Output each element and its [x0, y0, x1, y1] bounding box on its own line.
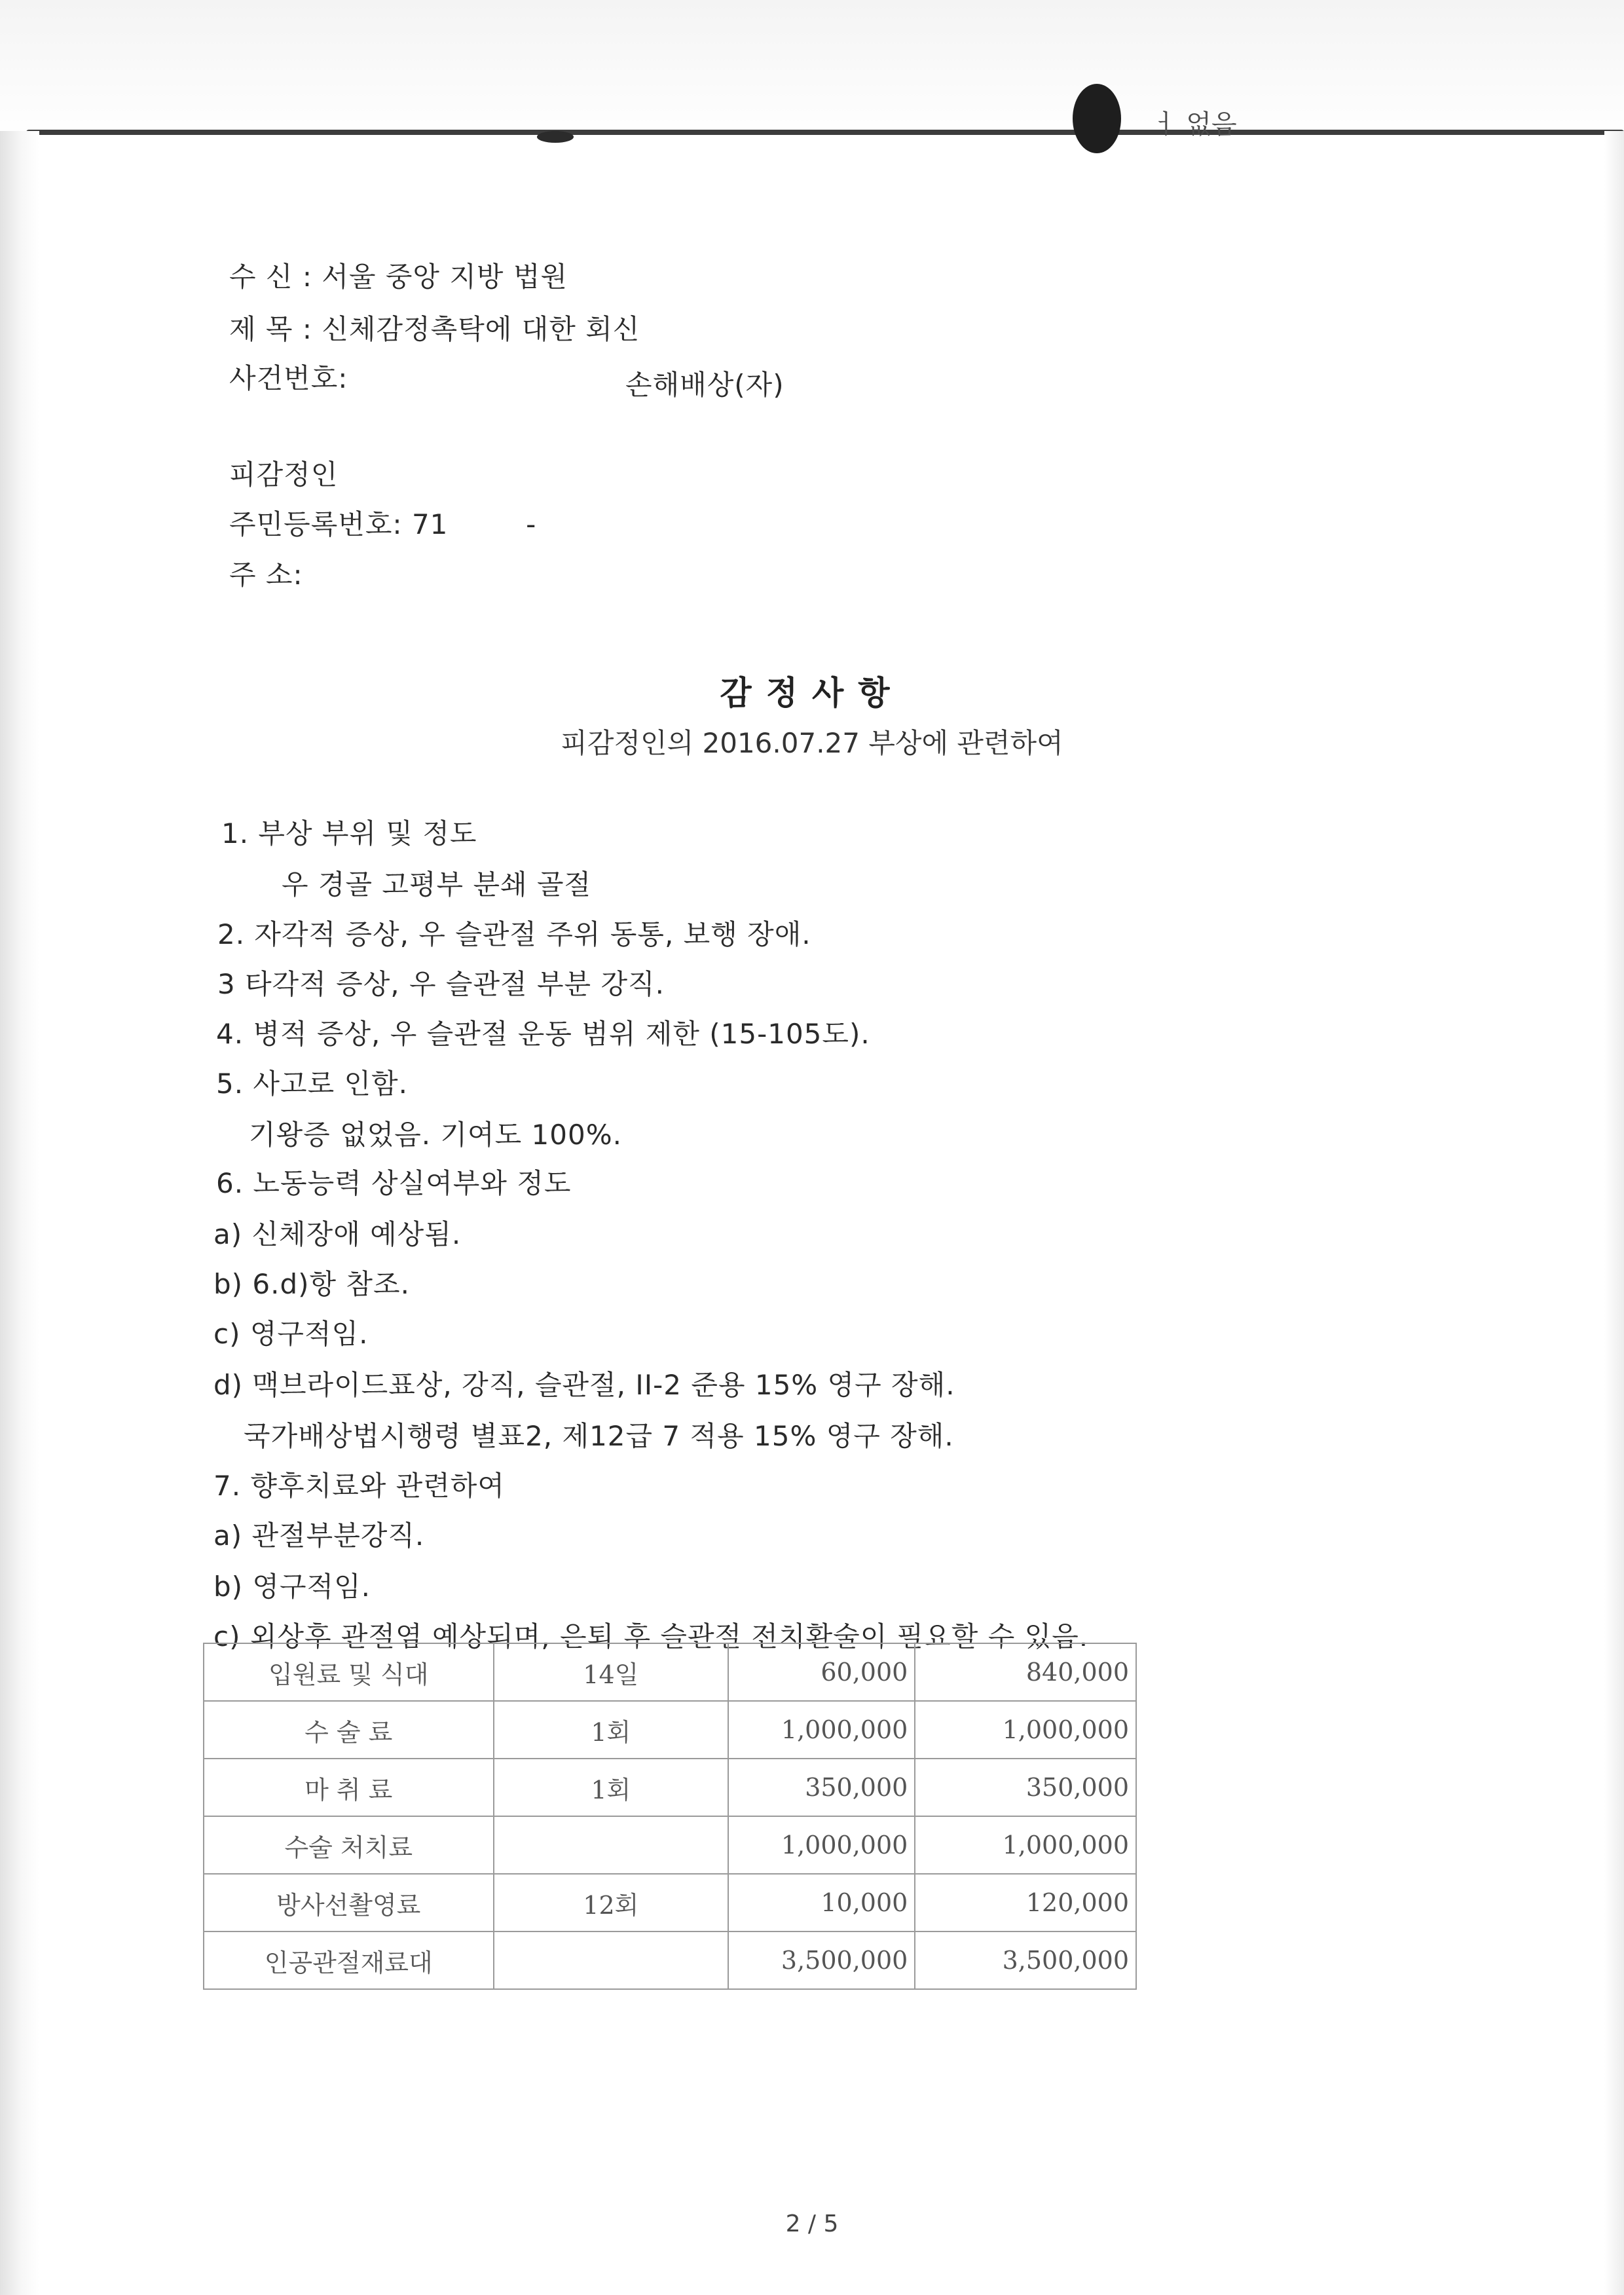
item-7: 7. 향후치료와 관련하여 [213, 1470, 505, 1502]
table-cell-unit-price: 1,000,000 [728, 1701, 915, 1759]
subject-label: 제 목 : [229, 313, 312, 345]
address-label: 주 소: [229, 559, 303, 591]
address-line [229, 553, 312, 593]
table-cell-unit-price: 3,500,000 [728, 1931, 915, 1989]
item-4: 4. 병적 증상, 우 슬관절 운동 범위 제한 (15-105도). [216, 1018, 870, 1050]
examinee-line [229, 453, 348, 493]
item-6c: c) 영구적임. [213, 1318, 369, 1350]
item-5: 5. 사고로 인함. [216, 1068, 408, 1100]
table-row [204, 1931, 1136, 1989]
item-7a: a) 관절부분강직. [213, 1520, 425, 1552]
table-row [204, 1874, 1136, 1931]
table-cell-unit-price: 10,000 [728, 1874, 915, 1931]
resident-no-value: 71 [411, 508, 449, 540]
item-3: 3 타각적 증상, 우 슬관절 부분 강직. [217, 968, 665, 1000]
page-number: 2 / 5 [785, 2211, 839, 2237]
table-cell-item: 입원료 및 식대 [204, 1643, 494, 1701]
binder-hole [1073, 84, 1121, 153]
item-1-detail: 우 경골 고평부 분쇄 골절 [282, 868, 592, 901]
table-cell-item: 수술 처치료 [204, 1816, 494, 1874]
subject-line [229, 308, 640, 347]
table-row [204, 1701, 1136, 1759]
recipient-value: 서울 중앙 지방 법원 [322, 261, 568, 293]
table-cell-unit-price: 60,000 [728, 1643, 915, 1701]
recipient-label: 수 신 : [229, 261, 312, 293]
scan-right-shadow [1604, 131, 1624, 2295]
examinee-label: 피감정인 [229, 458, 339, 491]
item-1: 1. 부상 부위 및 정도 [221, 817, 477, 849]
table-row [204, 1759, 1136, 1816]
scan-left-shadow [0, 131, 39, 2295]
item-6d: d) 맥브라이드표상, 강직, 슬관절, II-2 준용 15% 영구 장해. [213, 1369, 955, 1401]
item-5-detail: 기왕증 없었음. 기여도 100%. [249, 1119, 622, 1151]
header-corner-text: ㅓ 없음 [1153, 109, 1237, 140]
item-2: 2. 자각적 증상, 우 슬관절 주위 동통, 보행 장애. [217, 918, 811, 950]
table-cell-qty: 1회 [494, 1701, 729, 1759]
page-curl [0, 0, 1624, 141]
table-cell-item: 마 취 료 [204, 1759, 494, 1816]
item-7b: b) 영구적임. [213, 1571, 371, 1603]
item-6b: b) 6.d)항 참조. [213, 1268, 410, 1300]
binder-mark [537, 131, 574, 143]
table-cell-item: 인공관절재료대 [204, 1931, 494, 1989]
table-cell-total: 840,000 [915, 1643, 1136, 1701]
document-subtitle: 피감정인의 2016.07.27 부상에 관련하여 [561, 727, 1063, 759]
table-cell-item: 방사선촬영료 [204, 1874, 494, 1931]
table-cell-total: 350,000 [915, 1759, 1136, 1816]
item-7c: c) 외상후 관절염 예상되며, 은퇴 후 슬관절 전치환술이 필요할 수 있음. [213, 1620, 1089, 1652]
resident-no-line [229, 503, 536, 542]
table-row [204, 1643, 1136, 1701]
item-6d-detail: 국가배상법시행령 별표2, 제12급 7 적용 15% 영구 장해. [244, 1420, 954, 1452]
page-curl-edge [26, 130, 1624, 135]
table-cell-total: 120,000 [915, 1874, 1136, 1931]
resident-no-suffix: - [526, 508, 537, 540]
table-cell-unit-price: 1,000,000 [728, 1816, 915, 1874]
table-cell-unit-price: 350,000 [728, 1759, 915, 1816]
subject-value: 신체감정촉탁에 대한 회신 [322, 313, 640, 345]
table-cell-total: 1,000,000 [915, 1701, 1136, 1759]
table-cell-item: 수 술 료 [204, 1701, 494, 1759]
table-row [204, 1816, 1136, 1874]
case-no-label: 사건번호: [229, 362, 348, 394]
cost-table [203, 1643, 1137, 1990]
table-cell-total: 3,500,000 [915, 1931, 1136, 1989]
item-6a: a) 신체장애 예상됨. [213, 1218, 462, 1250]
case-no-value: 손해배상(자) [625, 369, 784, 401]
table-cell-qty: 14일 [494, 1643, 729, 1701]
table-cell-total: 1,000,000 [915, 1816, 1136, 1874]
recipient-line [229, 255, 568, 295]
item-6: 6. 노동능력 상실여부와 정도 [216, 1167, 572, 1199]
table-cell-qty: 1회 [494, 1759, 729, 1816]
document-title: 감정사항 [720, 674, 904, 712]
table-cell-qty [494, 1931, 729, 1989]
table-cell-qty: 12회 [494, 1874, 729, 1931]
table-cell-qty [494, 1816, 729, 1874]
resident-no-label: 주민등록번호: [229, 508, 403, 540]
